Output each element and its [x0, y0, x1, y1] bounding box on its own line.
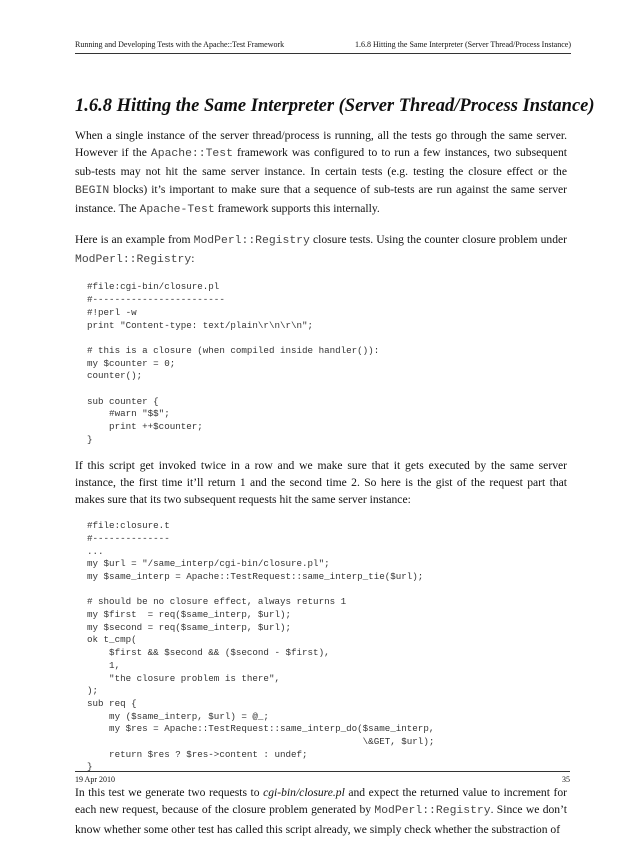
- paragraph-example-intro: [75, 231, 567, 269]
- code-line: my $first = req($same_interp, $url);: [87, 609, 291, 621]
- code-line: \&GET, $url);: [87, 736, 435, 748]
- inline-code: BEGIN: [75, 184, 110, 197]
- code-line: }: [87, 433, 93, 445]
- code-line: ok t_cmp(: [87, 634, 137, 646]
- code-line: my $url = "/same_interp/cgi-bin/closure.pl";: [87, 558, 330, 570]
- text-run: In this test we generate two requests to: [75, 786, 264, 800]
- code-line: $first && $second && ($second - $first),: [87, 647, 330, 659]
- text-run: blocks) it’s important to make sure that a sequence of sub-tests are run against the same server instance. The: [75, 182, 567, 215]
- code-line: ...: [87, 545, 104, 557]
- footer-date: 19 Apr 2010: [75, 775, 115, 784]
- header-section-title: 1.6.8 Hitting the Same Interpreter (Server Thread/Process Instance): [355, 40, 571, 49]
- code-line: print "Content-type: text/plain\r\n\r\n";: [87, 319, 314, 331]
- code-line: my $second = req($same_interp, $url);: [87, 621, 291, 633]
- page-number: 35: [562, 775, 570, 784]
- header-rule: [75, 53, 571, 54]
- text-run: If this script get invoked twice in a row and we make sure that it gets executed by the same server instance, the first time it’ll return 1 and the second time 2. So here is the gist of the request part that makes sure that its two subsequent requests hit the same server instance:: [75, 458, 567, 506]
- text-run: . Since we don’t know whether some other test has called this script already, we simply check whether the substraction of: [75, 803, 567, 836]
- code-line: my $same_interp = Apache::TestRequest::same_interp_tie($url);: [87, 570, 424, 582]
- inline-code: Apache::Test: [150, 148, 233, 161]
- text-run: and expect the returned value to increment for each new request, because of the closure problem generated by: [75, 786, 567, 817]
- code-line: #------------------------: [87, 294, 225, 306]
- section-heading: 1.6.8 Hitting the Same Interpreter (Server Thread/Process Instance): [75, 96, 595, 116]
- code-line: counter();: [87, 370, 143, 382]
- code-line: # should be no closure effect, always returns 1: [87, 596, 347, 608]
- header-document-title: Running and Developing Tests with the Apache::Test Framework: [75, 40, 285, 49]
- inline-code: Apache-Test: [139, 203, 215, 216]
- code-line: sub counter {: [87, 395, 159, 407]
- code-line: #--------------: [87, 532, 170, 544]
- text-run: :: [191, 252, 195, 266]
- code-line: #!perl -w: [87, 306, 137, 318]
- code-line: # this is a closure (when compiled inside handler()):: [87, 344, 380, 356]
- code-line: [87, 383, 567, 396]
- paragraph-test-description: [75, 784, 567, 838]
- inline-code: ModPerl::Registry: [193, 235, 310, 248]
- text-run: framework supports this internally.: [214, 201, 380, 215]
- code-line: my ($same_interp, $url) = @_;: [87, 710, 269, 722]
- code-line: #file:closure.t: [87, 520, 170, 532]
- code-block-closure-pl: [87, 281, 567, 446]
- text-run: framework was configured to to run a few instances, two subsequent sub-tests may not hit the same server instance. In certain tests (e.g. testing the closure effect or the: [75, 146, 567, 179]
- code-line: #warn "$$";: [87, 408, 170, 420]
- file-path: cgi-bin/closure.pl: [263, 786, 345, 800]
- code-line: [87, 332, 567, 345]
- text-run: closure tests. Using the counter closure problem under: [309, 233, 567, 247]
- code-line: print ++$counter;: [87, 421, 203, 433]
- code-line: sub req {: [87, 697, 137, 709]
- code-line: return $res ? $res->content : undef;: [87, 748, 308, 760]
- running-header: [75, 40, 571, 54]
- inline-code: ModPerl::Registry: [75, 254, 192, 267]
- code-line: }: [87, 761, 93, 773]
- running-footer: [75, 771, 570, 785]
- code-line: #file:cgi-bin/closure.pl: [87, 281, 220, 293]
- footer-rule: [75, 771, 570, 772]
- code-line: my $counter = 0;: [87, 357, 176, 369]
- text-run: When a single instance of the server thread/process is running, all the tests go through the same server. However if the: [75, 129, 567, 160]
- code-line: );: [87, 685, 99, 697]
- main-content: [75, 127, 567, 850]
- code-line: 1,: [87, 659, 121, 671]
- paragraph-intro: [75, 127, 567, 219]
- inline-code: ModPerl::Registry: [374, 805, 491, 818]
- code-line: "the closure problem is there",: [87, 672, 280, 684]
- code-block-closure-t: [87, 520, 567, 774]
- code-line: my $res = Apache::TestRequest::same_interp_do($same_interp,: [87, 723, 435, 735]
- code-line: [87, 584, 567, 597]
- text-run: Here is an example from: [75, 233, 194, 247]
- paragraph-explanation: [75, 457, 567, 509]
